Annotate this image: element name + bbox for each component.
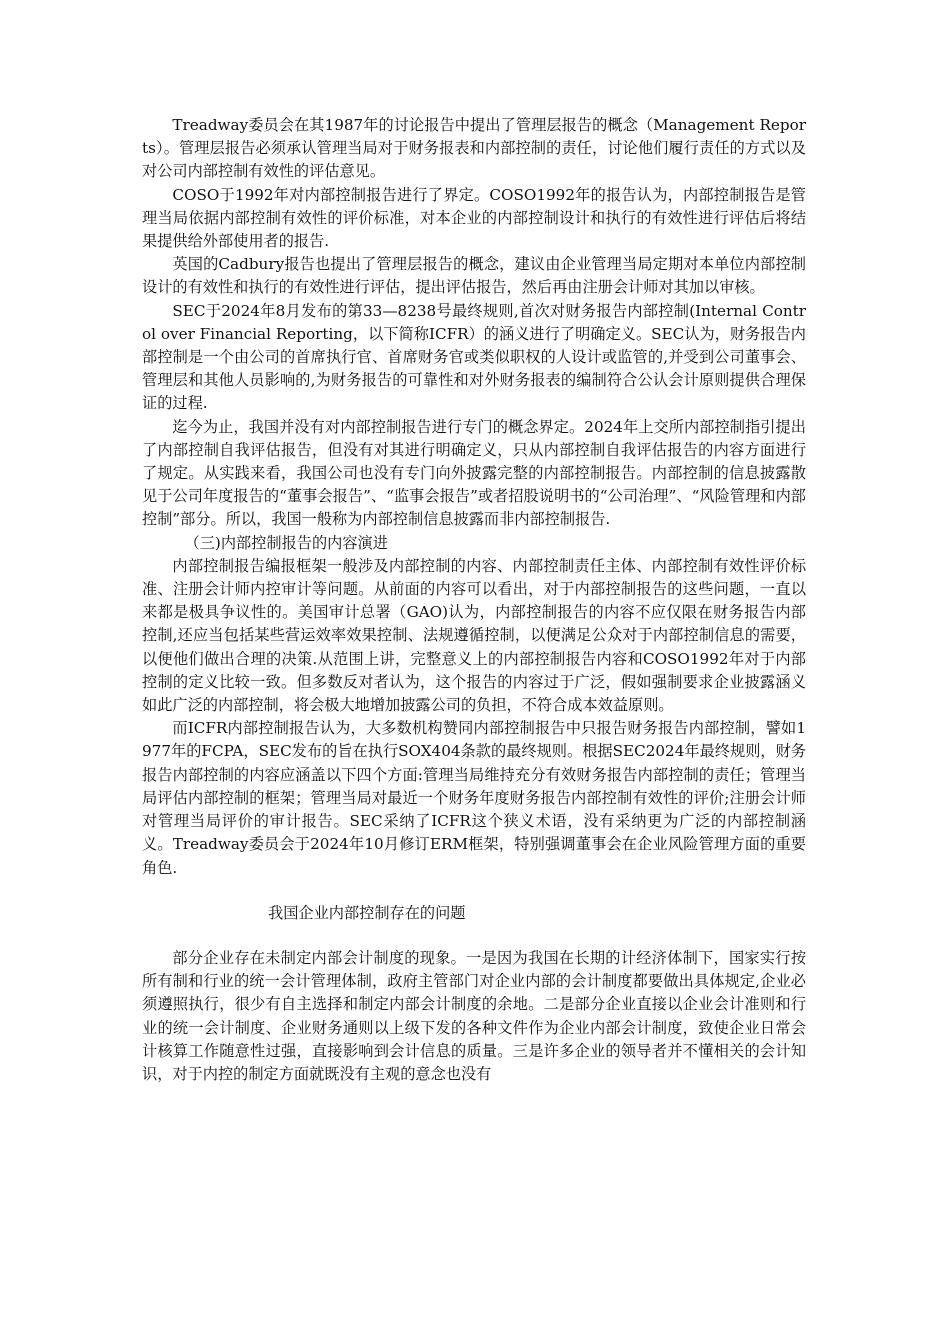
paragraph-sec-icfr: SEC于2024年8月发布的第33—8238号最终规则,首次对财务报告内部控制(Internal Control over Financial Reporting，以下简称ICFR）的涵义进行了明确定义。SEC认为，财务报告内部控制是一个由公司的首席执行官、首席财务官或类似职权的人设计或监管的,并受到公司董事会、管理层和其他人员影响的,为财务报告的可靠性和对外财务报表的编制符合公认会计原则提供合理保证的过程. [142, 301, 806, 413]
paragraph-treadway-1987: Treadway委员会在其1987年的讨论报告中提出了管理层报告的概念（Management Reports）。管理层报告必须承认管理当局对于财务报表和内部控制的责任，讨论他们履行责任的方式以及对公司内部控制有效性的评估意见。 [142, 116, 806, 181]
paragraph-cadbury: 英国的Cadbury报告也提出了管理层报告的概念，建议由企业管理当局定期对本单位内部控制设计的有效性和执行的有效性进行评估，提出评估报告，然后再由注册会计师对其加以审核。 [142, 255, 806, 297]
paragraph-coso-1992: COSO于1992年对内部控制报告进行了界定。COSO1992年的报告认为，内部控制报告是管理当局依据内部控制有效性的评价标准，对本企业的内部控制设计和执行的有效性进行评估后将结果提供给外部使用者的报告. [142, 185, 806, 251]
section-title: 我国企业内部控制存在的问题 [268, 903, 466, 922]
document-page [142, 114, 806, 1086]
paragraph-accounting-system: 部分企业存在未制定内部会计制度的现象。一是因为我国在长期的计经济体制下，国家实行按所有制和行业的统一会计管理体制，政府主管部门对企业内部的会计制度都要做出具体规定,企业必须遵照执行，很少有自主选择和制定内部会计制度的余地。二是部分企业直接以企业会计准则和行业的统一会计制度、企业财务通则以上级下发的各种文件作为企业内部会计制度，致使企业日常会计核算工作随意性过强，直接影响到会计信息的质量。三是许多企业的领导者并不懂相关的会计知识，对于内控的制定方面就既没有主观的意念也没有 [142, 948, 806, 1083]
paragraph-icfr-report: 而ICFR内部控制报告认为，大多数机构赞同内部控制报告中只报告财务报告内部控制，譬如1977年的FCPA，SEC发布的旨在执行SOX404条款的最终规则。根据SEC2024年最终规则，财务报告内部控制的内容应涵盖以下四个方面:管理当局维持充分有效财务报告内部控制的责任；管理当局评估内部控制的框架；管理当局对最近一个财务年度财务报告内部控制有效性的评价;注册会计师对管理当局评价的审计报告。SEC采纳了ICFR这个狭义术语，没有采纳更为广泛的内部控制涵义。Treadway委员会于2024年10月修订ERM框架，特别强调董事会在企业风险管理方面的重要角色. [142, 719, 806, 877]
paragraph-china-disclosure: 迄今为止，我国并没有对内部控制报告进行专门的概念界定。2024年上交所内部控制指引提出了内部控制自我评估报告，但没有对其进行明确定义，只从内部控制自我评估报告的内容方面进行了规定。从实践来看，我国公司也没有专门向外披露完整的内部控制报告。内部控制的信息披露散见于公司年度报告的“董事会报告”、“监事会报告”或者招股说明书的“公司治理”、“风险管理和内部控制”部分。所以，我国一般称为内部控制信息披露而非内部控制报告. [142, 417, 806, 529]
subheading-content-evolution: （三)内部控制报告的内容演进 [184, 533, 388, 552]
paragraph-report-framework: 内部控制报告编报框架一般涉及内部控制的内容、内部控制责任主体、内部控制有效性评价标准、注册会计师内控审计等问题。从前面的内容可以看出，对于内部控制报告的这些问题，一直以来都是极具争议性的。美国审计总署（GAO)认为，内部控制报告的内容不应仅限在财务报告内部控制,还应当包括某些营运效率效果控制、法规遵循控制，以便满足公众对于内部控制信息的需要，以便他们做出合理的决策.从范围上讲，完整意义上的内部控制报告内容和COSO1992年对于内部控制的定义比较一致。但多数反对者认为，这个报告的内容过于广泛，假如强制要求企业披露涵义如此广泛的内部控制，将会极大地增加披露公司的负担，不符合成本效益原则。 [142, 556, 806, 715]
